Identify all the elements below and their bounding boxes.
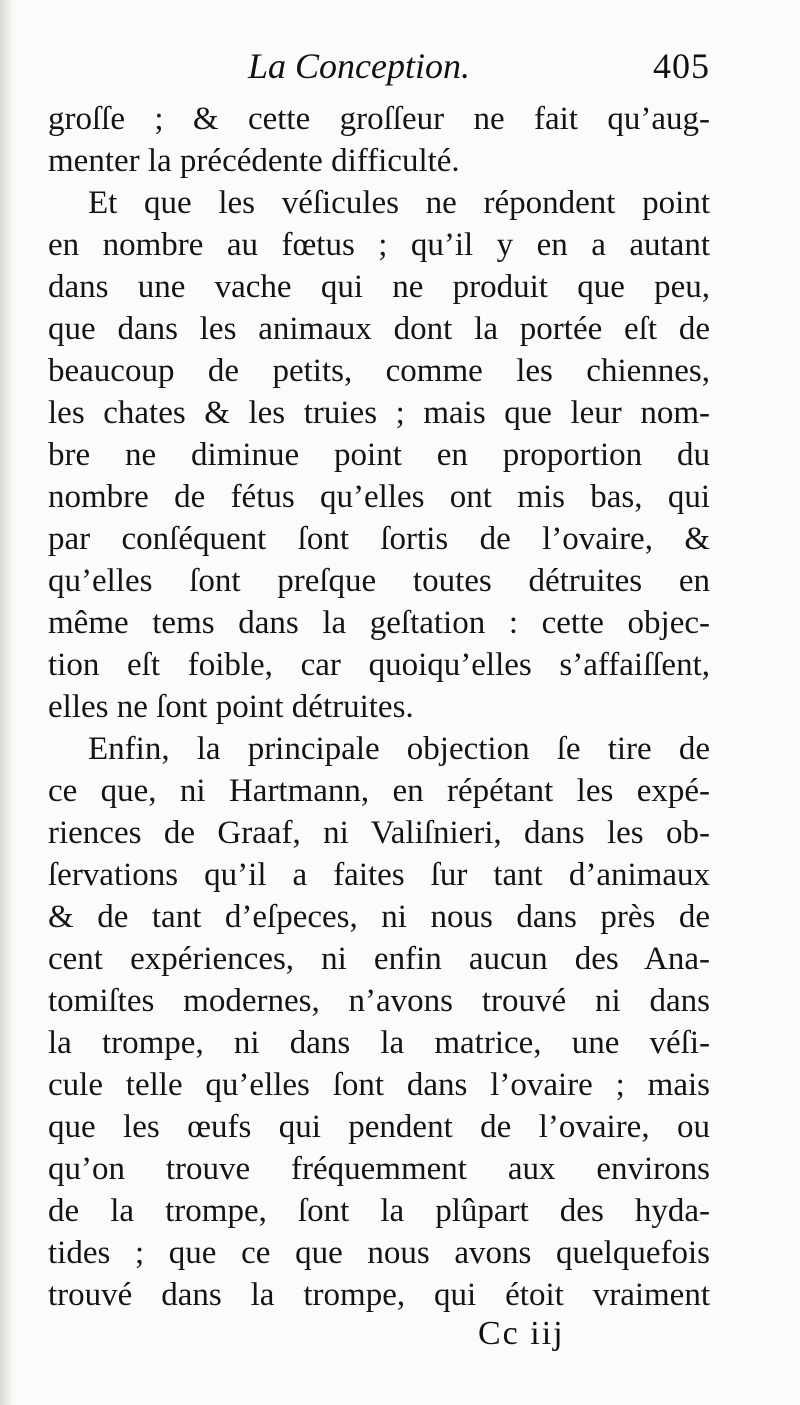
paragraph-2 [48, 182, 710, 728]
text-line: de la trompe, ſont la plûpart des hyda- [48, 1193, 710, 1229]
text-line: en nombre au fœtus ; qu’il y en a autant [48, 227, 710, 263]
text-line: bre ne diminue point en proportion du [48, 437, 710, 473]
text-line: cule telle qu’elles ſont dans l’ovaire ; mais [48, 1067, 710, 1103]
text-line: la trompe, ni dans la matrice, une véſi- [48, 1025, 710, 1061]
page-header [48, 40, 712, 92]
text-line: trouvé dans la trompe, qui étoit vraiment [48, 1277, 710, 1313]
text-line: ce que, ni Hartmann, en répétant les expé- [48, 773, 710, 809]
paragraph-1 [48, 98, 710, 182]
text-line: les chates & les truies ; mais que leur nom- [48, 395, 710, 431]
text-line: cent expériences, ni enfin aucun des Ana- [48, 941, 710, 977]
text-line: qu’elles ſont preſque toutes détruites en [48, 563, 710, 599]
paragraph-3 [48, 728, 710, 1316]
text-line: tomiſtes modernes, n’avons trouvé ni dans [48, 983, 710, 1019]
text-line: même tems dans la geſtation : cette objec- [48, 605, 710, 641]
page-number: 405 [653, 46, 710, 86]
signature-mark: Cc iij [478, 1315, 565, 1352]
text-line: dans une vache qui ne produit que peu, [48, 269, 710, 305]
text-line: que les œufs qui pendent de l’ovaire, ou [48, 1109, 710, 1145]
text-line: elles ne ſont point détruites. [48, 689, 414, 725]
text-line: nombre de fétus qu’elles ont mis bas, qui [48, 479, 710, 515]
text-line: que dans les animaux dont la portée eſt de [48, 311, 710, 347]
text-line: & de tant d’eſpeces, ni nous dans près de [48, 899, 710, 935]
text-line: Et que les véſicules ne répondent point [88, 185, 710, 221]
text-line: par conſéquent ſont ſortis de l’ovaire, & [48, 521, 710, 557]
text-line: beaucoup de petits, comme les chiennes, [48, 353, 710, 389]
text-line: tion eſt foible, car quoiqu’elles s’affaiſſent, [48, 647, 710, 683]
body-text [48, 98, 710, 1316]
text-line: qu’on trouve fréquemment aux environs [48, 1151, 710, 1187]
text-line: Enfin, la principale objection ſe tire de [88, 731, 710, 767]
text-line: riences de Graaf, ni Valiſnieri, dans les ob- [48, 815, 710, 851]
text-line: ſervations qu’il a faites ſur tant d’animaux [48, 857, 710, 893]
running-title: La Conception. [248, 46, 470, 86]
text-line: menter la précédente difficulté. [48, 143, 460, 179]
text-line: groſſe ; & cette groſſeur ne fait qu’aug- [48, 101, 710, 137]
text-line: tides ; que ce que nous avons quelquefois [48, 1235, 710, 1271]
